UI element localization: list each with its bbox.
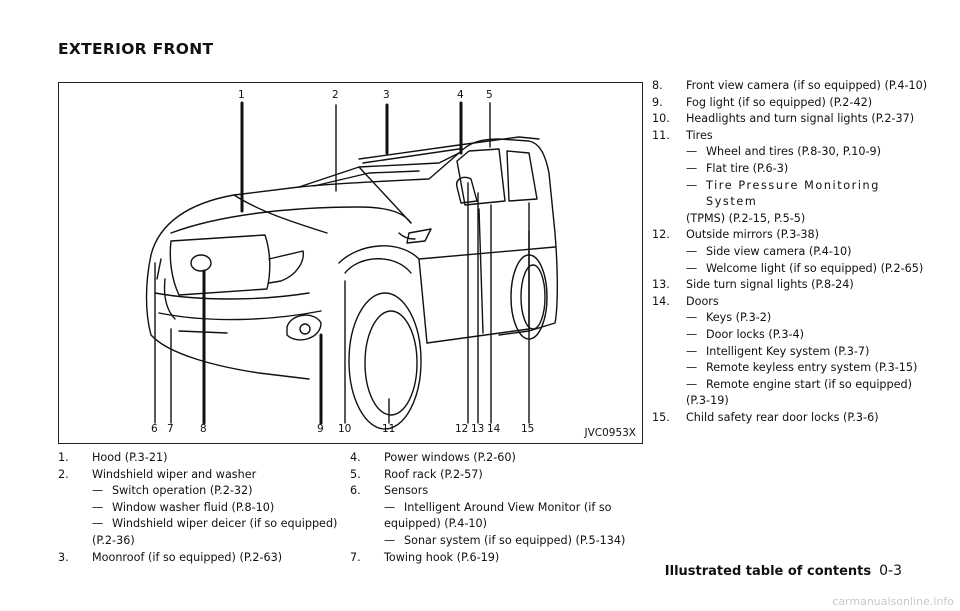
list-item: 2. Windshield wiper and washer: [58, 467, 257, 481]
sub-item: — Remote keyless entry system (P.3-15): [686, 361, 918, 375]
callout-4: 4: [457, 89, 464, 101]
list-item: 9. Fog light (if so equipped) (P.2-42): [652, 95, 873, 109]
list-item: 8. Front view camera (if so equipped) (P.4-10): [652, 79, 928, 92]
suv-line-drawing: [59, 83, 644, 445]
figure-code: JVC0953X: [584, 427, 636, 439]
callout-11: 11: [382, 423, 396, 435]
sub-item: — Side view camera (P.4-10): [686, 244, 852, 258]
list-item: 5. Roof rack (P.2-57): [350, 467, 483, 481]
callout-8: 8: [200, 423, 207, 435]
sub-item: — Flat tire (P.6-3): [686, 161, 789, 175]
vehicle-illustration: [58, 82, 643, 444]
sub-item: — Window washer fluid (P.8-10): [92, 500, 275, 514]
callout-13: 13: [471, 423, 485, 435]
legend-right-column: 8. Front view camera (if so equipped) (P.4-10) 9. Fog light (if so equipped) (P.2-42) 10. Headlights and turn signal lights (P.2-37) 11. Tires — Wheel and tires (P.8-30, P.10-9) — Flat tire (P.6-3) — Tire Pressure Monitoring System (TPMS) (P.2-15, P.5-5) 12. Outside mirrors (P.3-38) — Side view camera (P.4-10) — Welcome light (if so equipped) (P.2-65) 13. Side turn signal lights (P.8-24) 14. Doors — Keys (P.3-2) — Door locks (P.3-4) — Intelligent Key system (P.3-7) — Remote keyless entry system (P.3-15) — Remote engine start (if so equipped) (P.3-19) 15. Child safety rear door locks (P.3-6): [652, 78, 932, 426]
sub-item: — Wheel and tires (P.8-30, P.10-9): [686, 145, 882, 159]
list-item: 13. Side turn signal lights (P.8-24): [652, 278, 854, 292]
legend-middle-column: 4. Power windows (P.2-60) 5. Roof rack (P.2-57) 6. Sensors — Intelligent Around View Monitor (if so equipped) (P.4-10) — Sonar system (if so equipped) (P.5-134) 7. Towing hook (P.6-19): [350, 450, 645, 566]
page-title: EXTERIOR FRONT: [58, 40, 214, 58]
list-item: 15. Child safety rear door locks (P.3-6): [652, 410, 879, 424]
callout-15: 15: [521, 423, 535, 435]
sub-item: — Windshield wiper deicer (if so equipped): [92, 517, 338, 531]
callout-6: 6: [151, 423, 158, 435]
list-item: 3. Moonroof (if so equipped) (P.2-63): [58, 550, 283, 564]
sub-item: — Welcome light (if so equipped) (P.2-65): [686, 261, 924, 275]
callout-5: 5: [486, 89, 493, 101]
callout-7: 7: [167, 423, 174, 435]
callout-14: 14: [487, 423, 501, 435]
sub-item: — Door locks (P.3-4): [686, 327, 804, 341]
sub-item: — Switch operation (P.2-32): [92, 484, 253, 498]
footer-section-label: Illustrated table of contents: [664, 564, 872, 579]
sub-item: — Keys (P.3-2): [686, 311, 772, 325]
sub-item: — Intelligent Key system (P.3-7): [686, 344, 870, 358]
page-footer: [665, 563, 902, 579]
list-item: 7. Towing hook (P.6-19): [350, 550, 500, 564]
callout-1: 1: [238, 89, 245, 101]
sub-item: — Remote engine start (if so equipped): [686, 377, 912, 391]
watermark[interactable]: carmanualsonline.info: [832, 595, 954, 608]
callout-10: 10: [338, 423, 352, 435]
legend-left-column: 1. Hood (P.3-21) 2. Windshield wiper and washer — Switch operation (P.2-32) — Window washer fluid (P.8-10) — Windshield wiper deicer (if so equipped) (P.2-36) 3. Moonroof (if so equipped) (P.2-63): [58, 450, 338, 566]
list-item: 10. Headlights and turn signal lights (P.2-37): [652, 112, 915, 126]
page-number: 0-3: [879, 563, 902, 579]
callout-2: 2: [332, 89, 339, 101]
list-item: 11. Tires: [652, 128, 713, 142]
callout-3: 3: [383, 89, 390, 101]
callout-12: 12: [455, 423, 469, 435]
list-item: 1. Hood (P.3-21): [58, 451, 168, 464]
list-item: 12. Outside mirrors (P.3-38): [652, 228, 820, 242]
list-item: 4. Power windows (P.2-60): [350, 451, 516, 464]
list-item: 14. Doors: [652, 294, 719, 308]
callout-9: 9: [317, 423, 324, 435]
sub-item: — Tire Pressure Monitoring System: [686, 178, 880, 209]
sub-item: — Intelligent Around View Monitor (if so: [384, 500, 612, 514]
sub-item: — Sonar system (if so equipped) (P.5-134): [384, 533, 626, 547]
list-item: 6. Sensors: [350, 484, 429, 498]
